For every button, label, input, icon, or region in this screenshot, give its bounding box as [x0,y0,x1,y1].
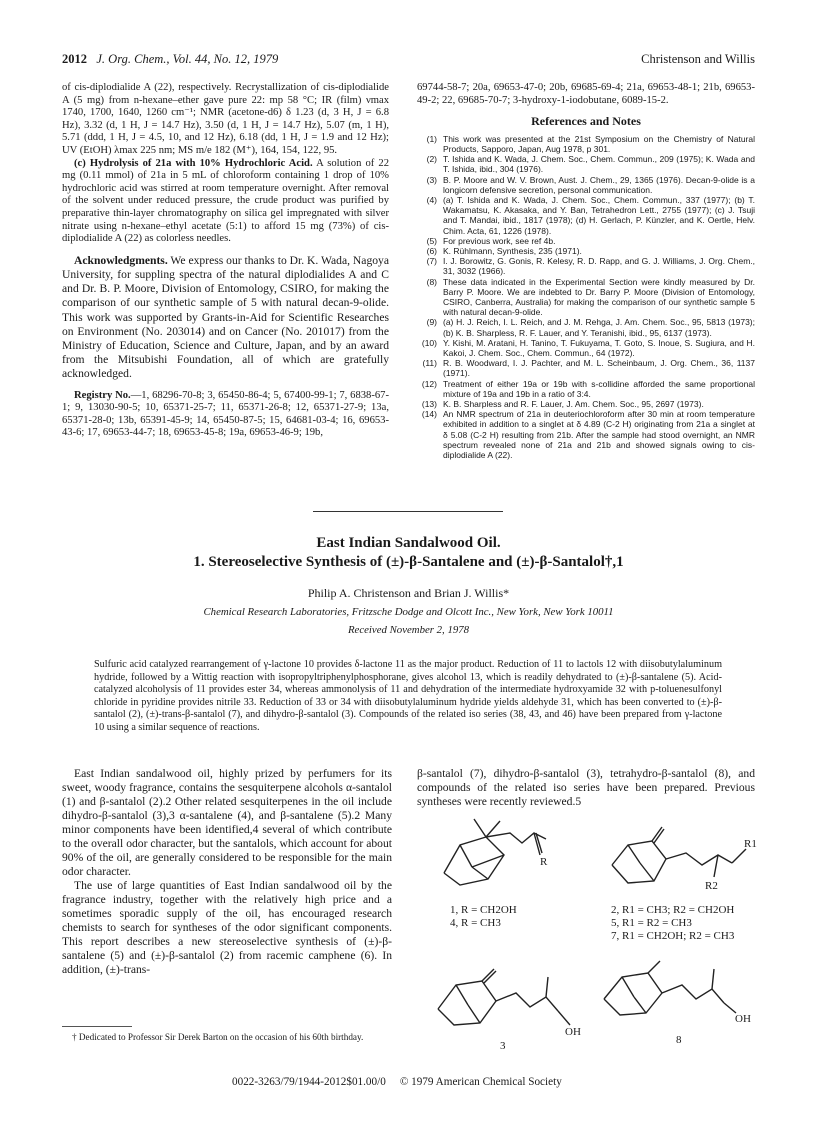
reference-text: I. J. Borowitz, G. Gonis, R. Kelesy, R. D. Rapp, and G. J. Williams, J. Org. Chem., 31, 3032 (1966). [443,256,755,277]
reference-item [417,277,755,318]
structure-1-line-1: 1, R = CH2OH [450,904,517,916]
structure-2-line-3: 7, R1 = CH2OH; R2 = CH3 [611,930,735,942]
reference-number: (4) [426,195,437,205]
reference-item [417,399,755,409]
footer-code: 0022-3263/79/1944-2012$01.00/0 [232,1076,386,1088]
reference-text: R. B. Woodward, I. J. Pachter, and M. L. Scheinbaum, J. Org. Chem., 36, 1137 (1971). [443,358,755,379]
intro-paragraph-2: The use of large quantities of East Indian sandalwood oil by the fragrance industry, together with the relatively high price and a sometimes sporadic supply of the oil, has encouraged research chemists to search for syntheses of the odor significant components. This report describes a new stereoselective synthesis of (±)-β-santalene (5) and (±)-β-santalol (2) from racemic camphene (6). In addition, (±)-trans- [62,879,392,976]
structure-3-dihydro-santalol [432,965,592,1035]
left-top-column [62,82,389,440]
running-header-left [62,52,278,67]
journal-citation: J. Org. Chem., Vol. 44, No. 12, 1979 [96,52,279,66]
structure-3-number: 3 [500,1040,506,1052]
reference-number: (10) [421,337,437,348]
received-date: Received November 2, 1978 [347,624,470,636]
reference-item [417,154,755,174]
running-header-authors: Christenson and Willis [641,52,755,66]
reference-text: For previous work, see ref 4b. [443,235,556,246]
reference-text: (a) H. J. Reich, I. L. Reich, and J. M. Rehga, J. Am. Chem. Soc., 95, 5813 (1973); (b) K. B. Sharpless, R. F. Lauer, and Y. Teranishi, ibid., 95, 6137 (1973). [443,317,755,338]
reference-item [417,134,755,154]
registry-continued: 69744-58-7; 20a, 69653-47-0; 20b, 69685-69-4; 21a, 69653-48-1; 21b, 69653-49-2; 22, 69685-70-7; 3-hydroxy-1-iodobutane, 6089-15-2. [417,82,755,106]
acknowledgments-body: We express our thanks to Dr. K. Wada, Nagoya University, for suppling spectra of the natural diplodialides A and C and Dr. B. P. Moore, Division of Entomology, CSIRO, for making the comparison of our synthetic sample of 5 with natural decan-9-olide. This work was supported by Grants-in-Aid for Scientific Researches on Environment (No. 203014) and on Cancer (No. 201017) from the Ministry of Education, Science and Culture, Japan, and by an award from the Mitsubishi Foundation, all of which are gratefully acknowledged. [62,253,389,381]
article-authors: Philip A. Christenson and Brian J. Willis* [307,586,510,600]
reference-text: T. Ishida and K. Wada, J. Chem. Soc., Chem. Commun., 209 (1975); K. Wada and T. Ishida, ibid., 304 (1976). [443,154,755,175]
structure-8-tetrahydro-santalol [598,955,758,1025]
experimental-text-1: of cis-diplodialide A (22), respectively. Recrystallization of cis-diplodialide A (5 mg) from n-hexane–ether gave pure 22: mp 58 °C; IR (film) νmax 1740, 1700, 1640, 1260 cm⁻¹; NMR (acetone-d6) δ 1.23 (d, 3 H, J = 6.8 Hz), 3.32 (d, 1 H, J = 14.7 Hz), 3.50 (d, 1 H, J = 14.7 Hz), 5.07 (m, 1 H), 5.71 (ddd, 1 H, J = 4.5, 10, and 12 Hz), 6.18 (dd, 1 H, J = 1.9 and 12 Hz); UV (EtOH) λmax 225 nm; MS m/e 182 (M⁺), 164, 154, 122, 95. [62,82,389,156]
structure-3-oh-label: OH [565,1026,581,1038]
abstract: Sulfuric acid catalyzed rearrangement of γ-lactone 10 provides δ-lactone 11 as the major product. Reduction of 11 to lactols 12 with diisobutylaluminum hydride, followed by a Wittig reaction with isopropyltriphenylphosphorane, gives alcohol 13, which is readily dehydrated to (±)-β-santalene (5). Acid-catalyzed alcoholysis of 11 provides ester 34, whereas ammonolysis of 11 and dehydration of the intermediate hydroxyamide 32 with p-toluenesulfonyl chloride in pyridine provides nitrile 33. Reduction of 33 or 34 with diisobutylaluminum hydride yields aldehyde 31, which has been converted to (±)-β-santalol (2), (±)-trans-β-santalol (7), and dihydro-β-santalol (3). Compounds of the related iso series (38, 43, and 46) have been prepared from γ-lactone 10 using a similar sequence of reactions. [94,659,722,733]
structure-2-santalol-beta [606,825,756,895]
references-list [417,134,755,461]
structure-2-caption [611,904,734,943]
article-title-line-1: East Indian Sandalwood Oil. [316,535,501,551]
reference-number: (2) [426,154,437,165]
reference-text: An NMR spectrum of 21a in deuteriochloroform after 30 min at room temperature exhibited in addition to a singlet at δ 4.89 (C-2 H) originating from 21a a singlet at δ 5.08 (C-2 H) resulting from 21b. After the sample had stood overnight, an NMR spectrum revealed none of 21a and 21b and showed signals owing to cis-diplodialide A (22). [443,409,755,461]
structure-2-r1-label: R1 [744,838,757,850]
reference-number: (9) [426,317,437,328]
reference-item [417,338,755,358]
structure-8-oh-label: OH [735,1013,751,1025]
structure-8-number: 8 [676,1034,682,1046]
structure-1-santalol-alpha [430,815,560,890]
reference-text: These data indicated in the Experimental Section were kindly measured by Dr. Barry P. Moore. We are indebted to Dr. Barry P. Moore (Division of Entomology, CSIRO, Canberra, Australia) for making the comparison of our synthetic sample 5 with natural decan-9-olide. [443,276,755,318]
structure-2-line-2: 5, R1 = R2 = CH3 [611,917,692,929]
reference-item [417,379,755,399]
reference-number: (7) [426,256,437,267]
acknowledgments-heading: Acknowledgments. [74,253,168,267]
intro-paragraph-continued: β-santalol (7), dihydro-β-santalol (3), tetrahydro-β-santalol (8), and compounds of the related iso series have been prepared. Previous syntheses were recently reviewed.5 [417,767,755,808]
registry-body: —1, 68296-70-8; 3, 65450-86-4; 5, 67400-99-1; 7, 6838-67-1; 9, 13030-90-5; 10, 65371-25-7; 11, 65371-26-8; 12, 65371-27-9; 13a, 65371-28-0; 13b, 65391-45-9; 14, 65450-87-5; 15, 64681-03-4; 16, 69653-43-6; 17, 69653-44-7; 18, 69653-45-8; 19a, 69653-46-9; 19b, [62,389,389,439]
reference-text: Treatment of either 19a or 19b with s-collidine afforded the same proportional mixture of 19a and 19b in a ratio of 3:4. [443,378,755,399]
page-footer [232,1076,562,1088]
body-left-column [62,767,392,977]
reference-item [417,317,755,337]
reference-number: (3) [426,174,437,185]
registry-numbers [62,390,389,440]
footnote-rule [62,1026,132,1027]
article-affiliation: Chemical Research Laboratories, Fritzsche Dodge and Olcott Inc., New York, New York 10011 [203,606,614,618]
article-heading [62,534,755,636]
structure-2-line-1: 2, R1 = CH3; R2 = CH2OH [611,904,735,916]
page-number: 2012 [62,52,87,66]
acknowledgments [62,254,389,382]
reference-item [417,175,755,195]
reference-item [417,358,755,378]
reference-item [417,236,755,246]
footnote-dedication: † Dedicated to Professor Sir Derek Barton on the occasion of his 60th birthday. [72,1032,364,1042]
reference-number: (6) [426,246,437,257]
reference-text: B. P. Moore and W. V. Brown, Aust. J. Chem., 29, 1365 (1976). Decan-9-olide is a longicorn defensive secretion, personal communication. [443,174,755,195]
reference-text: K. Rühlmann, Synthesis, 235 (1971). [443,246,582,257]
footer-copyright: © 1979 American Chemical Society [399,1076,562,1088]
reference-item [417,256,755,276]
right-top-column [417,82,755,460]
experimental-body-c: A solution of 22 mg (0.11 mmol) of 21a in 5 mL of chloroform containing 1 drop of 10% hydrochloric acid was stirred at room temperature overnight. After removal of the solvent under reduced pressure, the crude product was purified by preparative thin-layer chromatography on silica gel impregnated with silver nitrate using n-hexane–ethyl acetate (5:1) to afford 15 mg (73%) of cis-diplodialide A (22) as colorless needles. [62,157,389,245]
structure-1-line-2: 4, R = CH3 [450,917,501,929]
reference-text: (a) T. Ishida and K. Wada, J. Chem. Soc., Chem. Commun., 337 (1977); (b) T. Wakamatsu, K. Akasaka, and Y. Ban, Tetrahedron Lett., 2755 (1977); (c) J. Tsuji and T. Mandai, ibid., 1817 (1978); (d) H. Gerlach, P. Künzler, and K. Oertle, Helv. Chim. Acta, 61, 1226 (1978). [443,195,755,236]
article-title-line-2: 1. Stereoselective Synthesis of (±)-β-Santalene and (±)-β-Santalol†,1 [193,554,624,570]
reference-number: (1) [426,133,437,144]
reference-number: (8) [426,276,437,287]
structure-1-caption [450,904,517,930]
reference-item [417,246,755,256]
experimental-heading-c: (c) Hydrolysis of 21a with 10% Hydrochloric Acid. [74,157,313,169]
intro-paragraph-1: East Indian sandalwood oil, highly prized by perfumers for its sweet, woody fragrance, contains the sesquiterpene alcohols α-santalol (1) and β-santalol (2).2 Other related sesquiterpenes in the oil include dihydro-β-santalol (3),3 α-santalene (4), and β-santalene (5).2 Many minor components have been identified,4 several of which contribute to the overall odor character, but the santalols, which account for about 90% of the oil, are generally considered to be responsible for the main odor character. [62,767,392,878]
references-title: References and Notes [531,114,641,129]
reference-number: (12) [421,378,437,389]
reference-number: (5) [426,235,437,246]
reference-number: (11) [422,358,437,369]
structure-2-r2-label: R2 [705,880,718,892]
reference-text: This work was presented at the 21st Symposium on the Chemistry of Natural Products, Sapporo, Japan, Aug 1978, p 301. [443,133,755,154]
reference-text: K. B. Sharpless and R. F. Lauer, J. Am. Chem. Soc., 95, 2697 (1973). [443,399,704,410]
experimental-text-2 [62,158,389,246]
article-separator [313,511,503,512]
registry-heading: Registry No. [74,389,131,401]
reference-item [417,195,755,236]
reference-number: (14) [421,409,437,420]
reference-item [417,409,755,460]
structure-1-r-label: R [540,856,548,868]
reference-text: Y. Kishi, M. Aratani, H. Tanino, T. Fukuyama, T. Goto, S. Inoue, S. Sugiura, and H. Kakoi, J. Chem. Soc., Chem. Commun., 64 (1972). [443,337,755,359]
reference-number: (13) [421,399,437,410]
body-right-column [417,767,755,809]
